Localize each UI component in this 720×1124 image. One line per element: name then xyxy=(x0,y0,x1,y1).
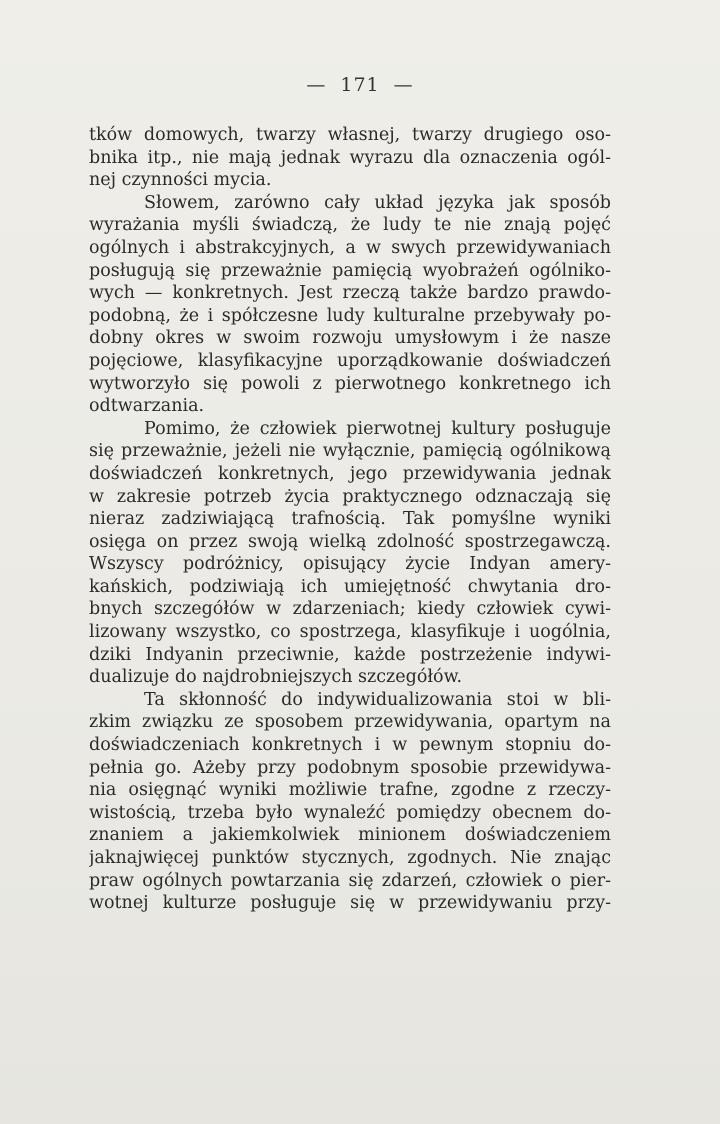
text-line: tków domowych, twarzy własnej, twarzy drugiego oso- xyxy=(89,125,611,145)
text-line: wistością, trzeba było wynaleźć pomiędzy obecnem do- xyxy=(89,802,611,823)
text-line: lizowany wszystko, co spostrzega, klasyfikuje i uogólnia, xyxy=(89,622,611,643)
page-number-dash-right: — xyxy=(393,74,414,96)
page-number-header xyxy=(0,74,720,96)
paragraph xyxy=(89,418,611,689)
page-number: 171 xyxy=(340,74,380,96)
text-line: dualizuje do najdrobniejszych szczegółów. xyxy=(89,667,463,688)
text-line: dobny okres w swoim rozwoju umysłowym i że nasze xyxy=(89,328,611,349)
text-line: dziki Indyanin przeciwnie, każde postrzeżenie indywi- xyxy=(89,644,611,665)
text-line: doświadczeniach konkretnych i w pewnym stopniu do- xyxy=(89,735,611,756)
text-line: się przeważnie, jeżeli nie wyłącznie, pamięcią ogólnikową xyxy=(89,441,611,462)
paragraph xyxy=(89,689,611,915)
text-line: podobną, że i spółczesne ludy kulturalne przebywały po- xyxy=(89,305,611,326)
text-line: posługują się przeważnie pamięcią wyobrażeń ogólniko- xyxy=(89,260,611,281)
page-number-dash-left: — xyxy=(306,74,327,96)
text-line: nej czynności mycia. xyxy=(89,170,272,191)
text-line: bnika itp., nie mają jednak wyrazu dla oznaczenia ogól- xyxy=(89,147,611,168)
text-line: Pomimo, że człowiek pierwotnej kultury posługuje xyxy=(144,418,611,439)
text-line: odtwarzania. xyxy=(89,396,205,417)
text-line: wyrażania myśli świadczą, że ludy te nie znają pojęć xyxy=(89,215,611,236)
text-line: nia osięgnąć wyniki możliwie trafne, zgodne z rzeczy- xyxy=(89,780,611,801)
text-line: jaknajwięcej punktów stycznych, zgodnych. Nie znając xyxy=(89,848,611,868)
text-line: Wszyscy podróżnicy, opisujący życie Indyan amery- xyxy=(89,554,611,575)
paragraph xyxy=(89,124,611,192)
text-line: nieraz zadziwiającą trafnością. Tak pomyślne wyniki xyxy=(89,509,611,530)
text-line: pojęciowe, klasyfikacyjne uporządkowanie doświadczeń xyxy=(89,350,611,371)
text-line: wotnej kulturze posługuje się w przewidywaniu przy- xyxy=(89,893,611,914)
text-line: Słowem, zarówno cały układ języka jak sposób xyxy=(144,192,611,213)
text-line: pełnia go. Ażeby przy podobnym sposobie przewidywa- xyxy=(89,757,611,778)
text-line: bnych szczegółów w zdarzeniach; kiedy człowiek cywi- xyxy=(89,599,611,620)
body-text xyxy=(89,124,611,915)
text-line: wych — konkretnych. Jest rzeczą także bardzo prawdo- xyxy=(89,283,611,304)
paragraph xyxy=(89,192,611,418)
text-line: praw ogólnych powtarzania się zdarzeń, człowiek o pier- xyxy=(89,870,611,891)
text-line: ogólnych i abstrakcyjnych, a w swych przewidywaniach xyxy=(89,237,611,258)
text-line: w zakresie potrzeb życia praktycznego odznaczają się xyxy=(89,486,611,507)
text-line: kańskich, podziwiają ich umiejętność chwytania dro- xyxy=(89,576,611,597)
text-line: Ta skłonność do indywidualizowania stoi w bli- xyxy=(144,689,611,710)
text-line: znaniem a jakiemkolwiek minionem doświadczeniem xyxy=(89,825,611,846)
text-line: zkim związku ze sposobem przewidywania, opartym na xyxy=(89,712,611,733)
text-line: doświadczeń konkretnych, jego przewidywania jednak xyxy=(89,463,611,484)
text-line: wytworzyło się powoli z pierwotnego konkretnego ich xyxy=(89,373,611,394)
text-line: osięga on przez swoją wielką zdolność spostrzegawczą. xyxy=(89,531,611,552)
